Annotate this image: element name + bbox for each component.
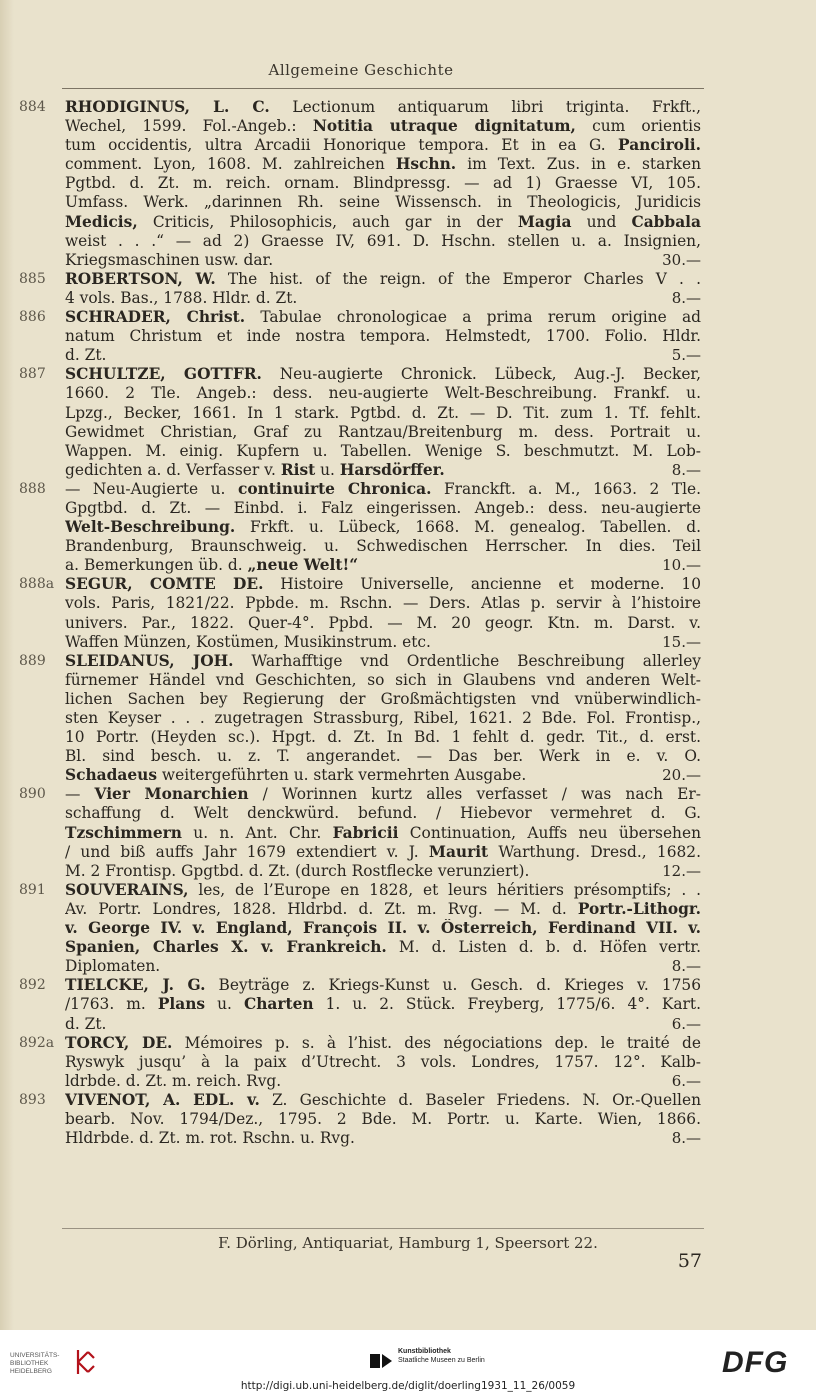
- footer-rule: [62, 1228, 704, 1229]
- entry-text: [65, 575, 701, 651]
- kunstbibliothek-subtitle: Staatliche Museen zu Berlin: [398, 1357, 485, 1364]
- catalogue-entries: [0, 98, 816, 1148]
- entry-line: [65, 728, 701, 747]
- source-url[interactable]: http://digi.ub.uni-heidelberg.de/diglit/doerling1931_11_26/0059: [240, 1380, 576, 1392]
- entry-price: 20.—: [662, 766, 701, 785]
- entry-line: [65, 709, 701, 728]
- entry-line: [65, 671, 701, 690]
- entry-line: [65, 518, 701, 537]
- text-run: u.: [315, 460, 340, 479]
- text-run: d. Zt.: [65, 1014, 107, 1033]
- text-run: vols. Paris, 1821/22. Ppbde. m. Rschn. — Ders. Atlas p. servir à l’histoire: [65, 594, 701, 613]
- entry-price: 12.—: [662, 861, 701, 880]
- entry-number: 893: [19, 1091, 46, 1108]
- text-run: M. 2 Frontisp. Gpgtbd. d. Zt. (durch Rostflecke verunziert).: [65, 861, 530, 880]
- text-run: ldrbde. d. Zt. m. reich. Rvg.: [65, 1071, 282, 1090]
- text-run: M. d. Listen d. b. d. Höfen vertr.: [386, 938, 701, 957]
- entry-price: 8.—: [671, 460, 701, 479]
- bold-text: RHODIGINUS, L. C.: [65, 98, 270, 116]
- text-run: weist . . .“ — ad 2) Graesse IV, 691. D. Hschn. stellen u. a. Insignien,: [65, 231, 701, 250]
- catalogue-entry: [0, 652, 816, 786]
- page-number: 57: [677, 1250, 702, 1272]
- entry-line: [65, 499, 701, 518]
- bold-text: Welt-Beschreibung.: [65, 518, 236, 537]
- entry-line: [65, 900, 701, 919]
- entry-number: 888a: [19, 576, 55, 593]
- catalogue-entry: [0, 270, 816, 308]
- catalogue-entry: [0, 98, 816, 270]
- bold-text: Plans: [157, 995, 206, 1014]
- entry-price: 8.—: [671, 288, 701, 307]
- entry-line: [65, 136, 701, 155]
- text-run: Criticis, Philosophicis, auch gar in der: [137, 212, 518, 231]
- entry-line: [65, 213, 701, 232]
- bold-text: Tzschimmern: [65, 823, 182, 842]
- bold-text: Panciroli.: [618, 136, 701, 155]
- entry-line: [65, 480, 701, 499]
- bold-text: ROBERTSON, W.: [65, 269, 216, 288]
- entry-number: 885: [19, 270, 46, 287]
- entry-price: 8.—: [671, 957, 701, 976]
- entry-number: 884: [19, 99, 46, 115]
- entry-line: [65, 327, 701, 346]
- catalogue-entry: [0, 881, 816, 976]
- text-run: natum Christum et inde nostra tempora. Helmstedt, 1700. Folio. Hldr.: [65, 327, 701, 346]
- entry-line: [65, 461, 701, 480]
- text-run: tum occidentis, ultra Arcadii Honorique tempora. Et in ea G.: [65, 136, 619, 155]
- entry-line: [65, 594, 701, 613]
- kunstbibliothek-logo-icon: [370, 1352, 392, 1370]
- entry-line: [65, 270, 701, 289]
- text-run: Warhafftige vnd Ordentliche Beschreibung allerley: [233, 651, 701, 670]
- bold-text: Vier Monarchien: [94, 785, 249, 804]
- catalogue-entry: [0, 365, 816, 480]
- entry-price: 6.—: [671, 1071, 701, 1090]
- bold-text: v. George IV. v. England, François II. v. Österreich, Ferdinand VII. v.: [65, 919, 701, 938]
- bold-text: Maurit: [428, 842, 489, 861]
- entry-line: [65, 881, 701, 900]
- text-run: cum orientis: [575, 117, 701, 136]
- catalogue-entry: [0, 308, 816, 365]
- entry-number: 886: [19, 309, 46, 326]
- kunstbibliothek-title: Kunstbibliothek: [398, 1348, 451, 1355]
- bold-text: Spanien, Charles X. v. Frankreich.: [65, 938, 387, 957]
- entry-line: [65, 1091, 701, 1110]
- entry-line: [65, 1015, 701, 1034]
- text-run: 1. u. 2. Stück. Freyberg, 1775/6. 4°. Kart.: [313, 995, 701, 1014]
- text-run: Ryswyk jusqu’ à la paix d’Utrecht. 3 vols. Londres, 1757. 12°. Kalb-: [65, 1052, 701, 1071]
- bold-text: Cabbala: [631, 212, 701, 231]
- entry-price: 30.—: [662, 250, 701, 269]
- bold-text: TORCY, DE.: [65, 1033, 173, 1052]
- text-run: Av. Portr. Londres, 1828. Hldrbd. d. Zt. m. Rvg. — M. d.: [65, 899, 578, 918]
- text-run: 10 Portr. (Heyden sc.). Hpgt. d. Zt. In Bd. 1 fehlt d. gedr. Tit., d. erst.: [65, 728, 701, 747]
- university-library-label: [10, 1352, 70, 1376]
- entry-line: [65, 193, 701, 212]
- bold-text: Magia: [517, 212, 572, 231]
- entry-text: [65, 270, 701, 308]
- entry-price: 5.—: [671, 346, 701, 365]
- text-run: Z. Geschichte d. Baseler Friedens. N. Or.-Quellen: [259, 1090, 701, 1109]
- text-run: The hist. of the reign. of the Emperor Charles V . .: [215, 269, 701, 288]
- bold-text: SEGUR, COMTE DE.: [65, 575, 264, 594]
- bold-text: SLEIDANUS, JOH.: [65, 651, 234, 670]
- text-run: fürnemer Händel vnd Geschichten, so sich in Glaubens vnd anderen Welt-: [65, 670, 701, 689]
- bold-text: Harsdörffer.: [339, 460, 445, 479]
- bold-text: Medicis,: [65, 212, 138, 231]
- entry-text: [65, 1034, 701, 1091]
- text-run: Gpgtbd. d. Zt. — Einbd. i. Falz eingerissen. Angeb.: dess. neu-augierte: [65, 498, 701, 517]
- entry-line: [65, 1129, 701, 1148]
- text-run: Diplomaten.: [65, 957, 161, 976]
- catalogue-entry: [0, 575, 816, 651]
- entry-line: [65, 117, 701, 136]
- catalogue-entry: [0, 785, 816, 880]
- entry-text: [65, 480, 701, 575]
- entry-line: [65, 1072, 701, 1091]
- text-run: sten Keyser . . . zugetragen Strassburg, Ribel, 1621. 2 Bde. Fol. Frontisp.,: [65, 709, 701, 727]
- text-run: univers. Par., 1822. Quer-4°. Ppbd. — M. 20 geogr. Ktn. m. Darst. v.: [65, 613, 701, 632]
- bold-text: Notitia utraque dignitatum,: [312, 117, 576, 136]
- entry-text: [65, 652, 701, 786]
- text-run: 4 vols. Bas., 1788. Hldr. d. Zt.: [65, 288, 298, 307]
- entry-line: [65, 346, 701, 365]
- university-line: BIBLIOTHEK: [10, 1360, 49, 1367]
- kunstbibliothek-label: [398, 1347, 485, 1365]
- text-run: comment. Lyon, 1608. M. zahlreichen: [65, 155, 396, 174]
- text-run: Continuation, Auffs neu übersehen: [398, 823, 701, 842]
- text-run: u.: [205, 995, 244, 1014]
- bold-text: Fabricii: [332, 823, 399, 842]
- entry-text: [65, 98, 701, 270]
- bold-text: Portr.-Lithogr.: [577, 899, 701, 918]
- entry-number: 891: [19, 881, 46, 898]
- entry-line: [65, 652, 701, 671]
- entry-line: [65, 614, 701, 633]
- entry-price: 10.—: [662, 556, 701, 575]
- text-run: und: [571, 212, 632, 231]
- text-run: / und biß auffs Jahr 1679 extendiert v. J.: [65, 842, 429, 861]
- bold-text: „neue Welt!“: [247, 556, 359, 575]
- entry-number: 889: [19, 652, 46, 669]
- text-run: d. Zt.: [65, 346, 107, 365]
- catalogue-entry: [0, 1034, 816, 1091]
- bold-text: SOUVERAINS,: [65, 880, 189, 899]
- text-run: Gewidmet Christian, Graf zu Rantzau/Breitenburg m. dess. Portrait u.: [65, 422, 701, 441]
- entry-line: [65, 938, 701, 957]
- entry-line: [65, 843, 701, 862]
- entry-line: [65, 747, 701, 766]
- entry-price: 6.—: [671, 1014, 701, 1033]
- entry-number: 888: [19, 480, 46, 497]
- text-run: Beyträge z. Kriegs-Kunst u. Gesch. d. Krieges v. 1756: [205, 976, 701, 995]
- entry-number: 892: [19, 977, 46, 994]
- entry-line: [65, 442, 701, 461]
- text-run: Lectionum antiquarum libri triginta. Frkft.,: [269, 98, 701, 116]
- bold-text: VIVENOT, A. EDL. v.: [65, 1090, 260, 1109]
- entry-line: [65, 251, 701, 270]
- text-run: Histoire Universelle, ancienne et moderne. 10: [263, 575, 701, 594]
- entry-line: [65, 155, 701, 174]
- text-run: Bl. sind besch. u. z. T. angerandet. — Das ber. Werk in e. v. O.: [65, 747, 701, 766]
- dfg-logo: DFG: [722, 1346, 789, 1379]
- text-run: Franckft. a. M., 1663. 2 Tle.: [431, 479, 701, 498]
- header-rule: [62, 88, 704, 89]
- entry-line: [65, 690, 701, 709]
- entry-line: [65, 919, 701, 938]
- entry-text: [65, 1091, 701, 1148]
- text-run: Neu-augierte Chronick. Lübeck, Aug.-J. Becker,: [261, 365, 701, 384]
- text-run: a. Bemerkungen üb. d.: [65, 556, 248, 575]
- catalogue-entry: [0, 480, 816, 575]
- entry-text: [65, 976, 701, 1033]
- heidelberg-logo-icon: [74, 1348, 98, 1376]
- entry-line: [65, 824, 701, 843]
- entry-number: 887: [19, 366, 46, 383]
- entry-text: [65, 308, 701, 365]
- text-run: u. n. Ant. Chr.: [181, 823, 333, 842]
- entry-line: [65, 1053, 701, 1072]
- text-run: gedichten a. d. Verfasser v.: [65, 460, 281, 479]
- entry-text: [65, 785, 701, 880]
- entry-line: [65, 957, 701, 976]
- bold-text: Charten: [243, 995, 314, 1014]
- text-run: Frkft. u. Lübeck, 1668. M. genealog. Tabellen. d.: [235, 518, 701, 537]
- entry-line: [65, 766, 701, 785]
- entry-line: [65, 976, 701, 995]
- text-run: lichen Sachen bey Regierung der Großmächtigsten vnd vnüberwindlich-: [65, 689, 701, 708]
- entry-line: [65, 174, 701, 193]
- text-run: —: [65, 785, 95, 804]
- entry-line: [65, 537, 701, 556]
- text-run: schaffung d. Welt denckwürd. befund. / Hiebevor vermehret d. G.: [65, 804, 701, 823]
- entry-line: [65, 575, 701, 594]
- bold-text: Schadaeus: [65, 766, 158, 785]
- text-run: Brandenburg, Braunschweig. u. Schwedischen Herrscher. In dies. Teil: [65, 537, 701, 556]
- text-run: Hldrbde. d. Zt. m. rot. Rschn. u. Rvg.: [65, 1129, 355, 1148]
- text-run: Warthung. Dresd., 1682.: [488, 842, 701, 861]
- entry-text: [65, 365, 701, 480]
- text-run: les, de l’Europe en 1828, et leurs héritiers présomptifs; . .: [188, 880, 701, 899]
- text-run: Pgtbd. d. Zt. m. reich. ornam. Blindpressg. — ad 1) Graesse VI, 105.: [65, 174, 701, 193]
- entry-line: [65, 384, 701, 403]
- bold-text: continuirte Chronica.: [237, 479, 432, 498]
- text-run: Mémoires p. s. à l’hist. des négociations dep. le traité de: [172, 1033, 701, 1052]
- entry-line: [65, 995, 701, 1014]
- entry-line: [65, 862, 701, 881]
- entry-line: [65, 1110, 701, 1129]
- entry-line: [65, 289, 701, 308]
- entry-line: [65, 556, 701, 575]
- text-run: Umfass. Werk. „darinnen Rh. seine Wissensch. in Theologicis, Juridicis: [65, 193, 701, 212]
- bold-text: SCHULTZE, GOTTFR.: [65, 365, 262, 384]
- university-line: HEIDELBERG: [10, 1368, 52, 1375]
- entry-line: [65, 633, 701, 652]
- entry-line: [65, 404, 701, 423]
- text-run: Tabulae chronologicae a prima rerum origine ad: [245, 308, 701, 327]
- entry-line: [65, 423, 701, 442]
- entry-line: [65, 1034, 701, 1053]
- entry-line: [65, 804, 701, 823]
- text-run: 1660. 2 Tle. Angeb.: dess. neu-augierte Welt-Beschreibung. Frankf. u.: [65, 384, 701, 403]
- text-run: bearb. Nov. 1794/Dez., 1795. 2 Bde. M. Portr. u. Karte. Wien, 1866.: [65, 1109, 701, 1128]
- university-line: UNIVERSITÄTS-: [10, 1352, 60, 1359]
- text-run: — Neu-Augierte u.: [65, 479, 238, 498]
- entry-line: [65, 308, 701, 327]
- bold-text: SCHRADER, Christ.: [65, 308, 246, 327]
- entry-line: [65, 98, 701, 117]
- catalogue-entry: [0, 1091, 816, 1148]
- entry-text: [65, 881, 701, 976]
- text-run: Wappen. M. einig. Kupfern u. Tabellen. Wenige S. beschmutzt. M. Lob-: [65, 441, 701, 460]
- text-run: Wechel, 1599. Fol.-Angeb.:: [65, 117, 313, 136]
- entry-line: [65, 232, 701, 251]
- text-run: im Text. Zus. in e. starken: [456, 155, 701, 174]
- bold-text: Rist: [280, 460, 316, 479]
- entry-line: [65, 785, 701, 804]
- entry-line: [65, 365, 701, 384]
- entry-number: 892a: [19, 1034, 55, 1051]
- text-run: Waffen Münzen, Kostümen, Musikinstrum. etc.: [65, 632, 431, 651]
- bold-text: Hschn.: [395, 155, 457, 174]
- running-head: Allgemeine Geschichte: [268, 61, 454, 79]
- text-run: weitergeführten u. stark vermehrten Ausgabe.: [157, 766, 527, 785]
- catalogue-entry: [0, 976, 816, 1033]
- page-footer: F. Dörling, Antiquariat, Hamburg 1, Speersort 22.: [218, 1234, 598, 1252]
- bold-text: TIELCKE, J. G.: [65, 976, 206, 995]
- entry-number: 890: [19, 786, 46, 803]
- entry-price: 8.—: [671, 1129, 701, 1148]
- text-run: / Worinnen kurtz alles verfasset / was nach Er-: [248, 785, 701, 804]
- text-run: Lpzg., Becker, 1661. In 1 stark. Pgtbd. d. Zt. — D. Tit. zum 1. Tf. fehlt.: [65, 403, 701, 422]
- text-run: /1763. m.: [65, 995, 158, 1014]
- text-run: Kriegsmaschinen usw. dar.: [65, 250, 274, 269]
- entry-price: 15.—: [662, 632, 701, 651]
